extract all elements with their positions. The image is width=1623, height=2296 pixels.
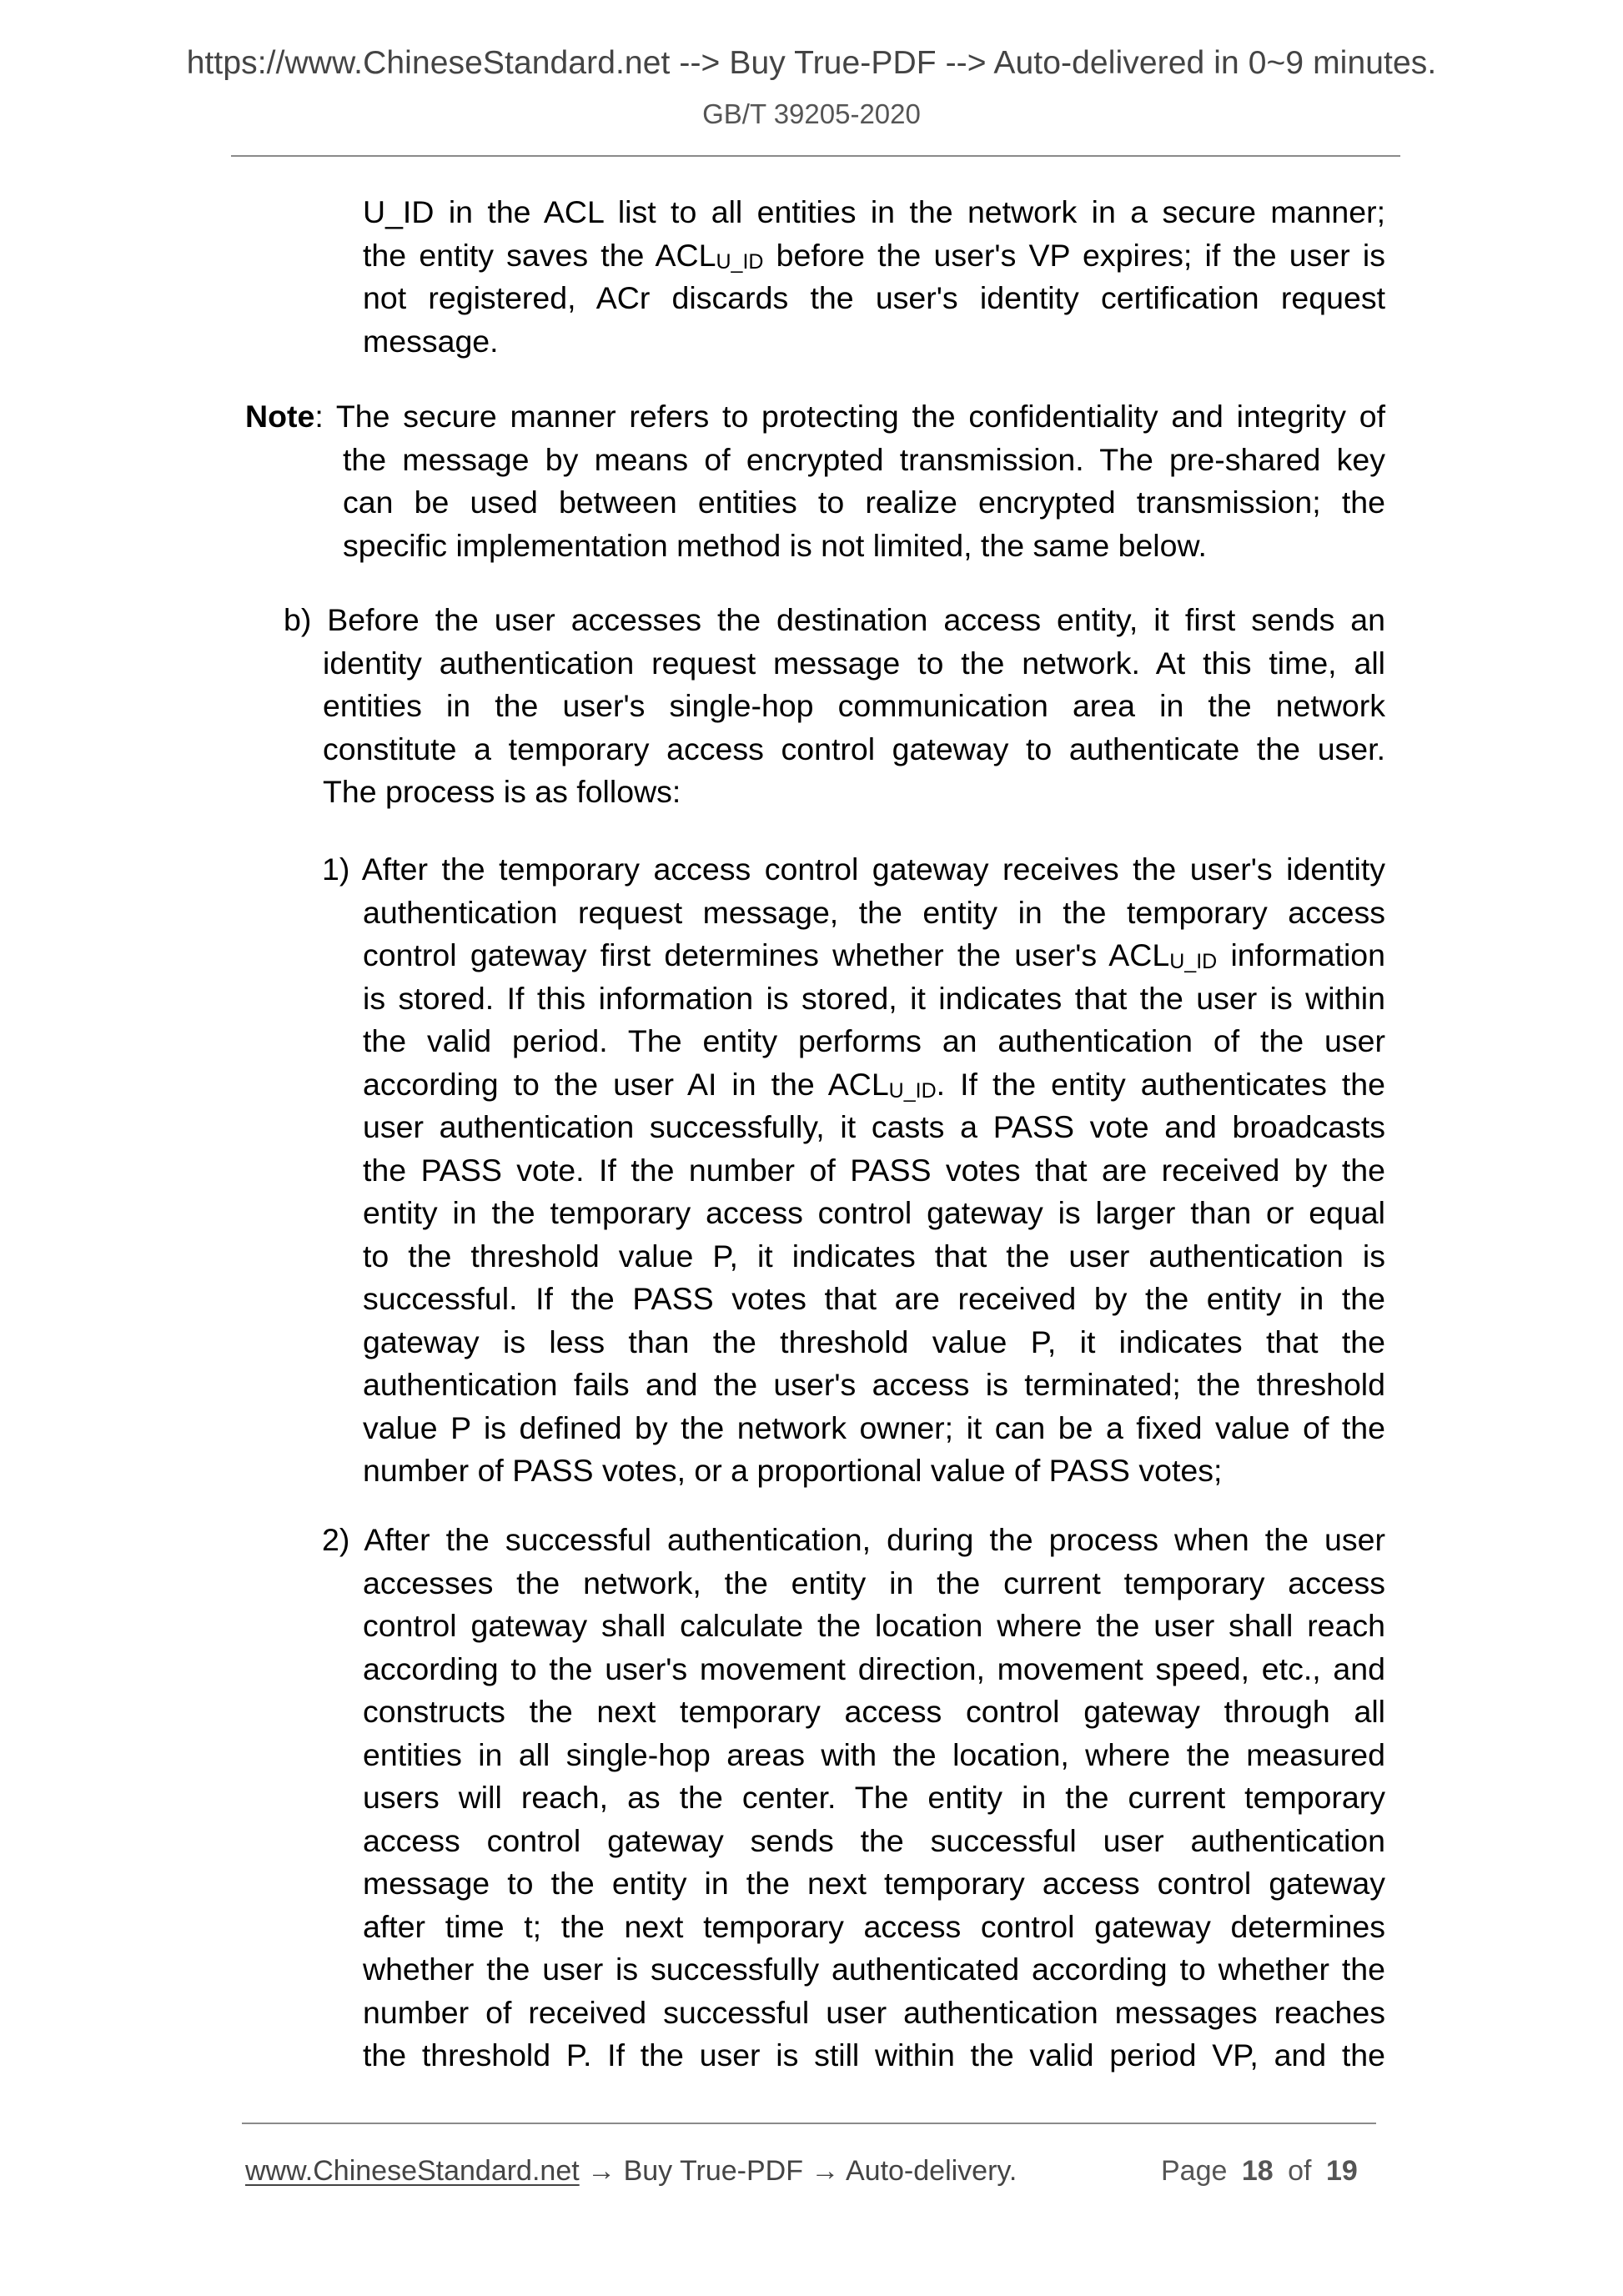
text-fragment: . If the entity authenticates the (936, 1066, 1385, 1102)
text-line: message. (363, 323, 499, 359)
text-line: whether the user is successfully authenticated according to whether the (363, 1952, 1385, 1987)
text-fragment: Buy True-PDF (616, 2155, 812, 2187)
page-total: 19 (1325, 2155, 1358, 2187)
text-line: the threshold P. If the user is still within the valid period VP, and the (363, 2037, 1385, 2072)
text-fragment: control gateway first determines whether the user's ACL (363, 937, 1170, 972)
text-line (245, 395, 1385, 439)
text-line: to the threshold value P, it indicates that the user authentication is (363, 1238, 1385, 1274)
text-line: gateway is less than the threshold value P, it indicates that the (363, 1324, 1385, 1359)
text-line: entities in the user's single-hop communication area in the network (323, 688, 1385, 723)
footer-promo (245, 2153, 1017, 2189)
text-line: users will reach, as the center. The entity in the current temporary (363, 1780, 1385, 1815)
header-divider (231, 155, 1400, 157)
text-line: entity in the temporary access control gateway is larger than or equal (363, 1195, 1385, 1230)
text-line: the valid period. The entity performs an authentication of the user (363, 1023, 1385, 1058)
page-label: Page (1161, 2155, 1228, 2187)
text-line: not registered, ACr discards the user's identity certification request (363, 280, 1385, 315)
text-fragment: Auto-delivery. (839, 2155, 1018, 2187)
text-line: 2) After the successful authentication, during the process when the user (322, 1522, 1385, 1557)
text-line: user authentication successfully, it casts a PASS vote and broadcasts (363, 1109, 1385, 1144)
text-line (322, 1063, 1385, 1107)
text-line: after time t; the next temporary access control gateway determines (363, 1908, 1385, 1944)
text-line: number of received successful user authentication messages reaches (363, 1994, 1385, 2030)
standard-code: GB/T 39205-2020 (702, 98, 921, 129)
text-line: value P is defined by the network owner; it can be a fixed value of the (363, 1409, 1385, 1445)
text-fragment: before the user's VP expires; if the user is (763, 237, 1385, 273)
footer-divider (242, 2123, 1376, 2124)
text-line: 1) After the temporary access control gateway receives the user's identity (322, 852, 1385, 887)
text-line: access control gateway sends the successful user authentication (363, 1822, 1385, 1858)
text-fragment: : The secure manner refers to protecting the confidentiality and integrity of (314, 399, 1385, 434)
text-line: the PASS vote. If the number of PASS votes that are received by the (363, 1152, 1385, 1188)
text-line: is stored. If this information is stored, it indicates that the user is within (363, 980, 1385, 1016)
page-indicator (1161, 2153, 1358, 2189)
of-label: of (1288, 2155, 1312, 2187)
note-label: Note (245, 399, 315, 434)
text-line: can be used between entities to realize encrypted transmission; the (343, 485, 1385, 520)
text-line: control gateway shall calculate the location where the user shall reach (363, 1608, 1385, 1643)
text-line: The process is as follows: (323, 774, 681, 809)
text-fragment: according to the user AI in the ACL (363, 1066, 889, 1102)
list-item-1 (322, 848, 1385, 1493)
text-line: authentication request message, the entity in the temporary access (363, 894, 1385, 930)
text-line: accesses the network, the entity in the current temporary access (363, 1565, 1385, 1600)
subscript: U_ID (1169, 950, 1218, 973)
text-line: message to the entity in the next temporary access control gateway (363, 1866, 1385, 1901)
text-fragment: information (1217, 937, 1385, 972)
text-line: authentication fails and the user's access is terminated; the threshold (363, 1367, 1385, 1402)
text-line: b) Before the user accesses the destination access entity, it first sends an (284, 602, 1385, 637)
site-link[interactable]: www.ChineseStandard.net (245, 2155, 580, 2187)
text-line: identity authentication request message to the network. At this time, all (323, 645, 1385, 681)
text-line: specific implementation method is not limited, the same below. (343, 527, 1207, 563)
text-line: U_ID in the ACL list to all entities in the network in a secure manner; (363, 194, 1385, 229)
header-banner: https://www.ChineseStandard.net --> Buy True-PDF --> Auto-delivered in 0~9 minutes. (186, 45, 1437, 81)
arrow-right-icon: → (811, 2155, 840, 2187)
text-line: the message by means of encrypted transmission. The pre-shared key (343, 441, 1385, 477)
list-item-b (284, 599, 1385, 814)
text-line: entities in all single-hop areas with the location, where the measured (363, 1736, 1385, 1772)
continuation-paragraph (363, 191, 1385, 363)
text-line (322, 934, 1385, 977)
text-fragment: the entity saves the ACL (363, 237, 716, 273)
subscript: U_ID (716, 249, 764, 274)
subscript: U_ID (888, 1078, 937, 1103)
page-current: 18 (1241, 2155, 1274, 2187)
text-line: number of PASS votes, or a proportional value of PASS votes; (363, 1453, 1223, 1488)
text-line (363, 234, 1385, 278)
note-paragraph (245, 395, 1385, 567)
text-line: successful. If the PASS votes that are received by the entity in the (363, 1281, 1385, 1316)
arrow-right-icon: → (579, 2155, 616, 2187)
text-line: according to the user's movement direction, movement speed, etc., and (363, 1650, 1385, 1686)
text-line: constitute a temporary access control gateway to authenticate the user. (323, 731, 1385, 766)
text-line: constructs the next temporary access control gateway through all (363, 1694, 1385, 1729)
list-item-2 (322, 1519, 1385, 2077)
